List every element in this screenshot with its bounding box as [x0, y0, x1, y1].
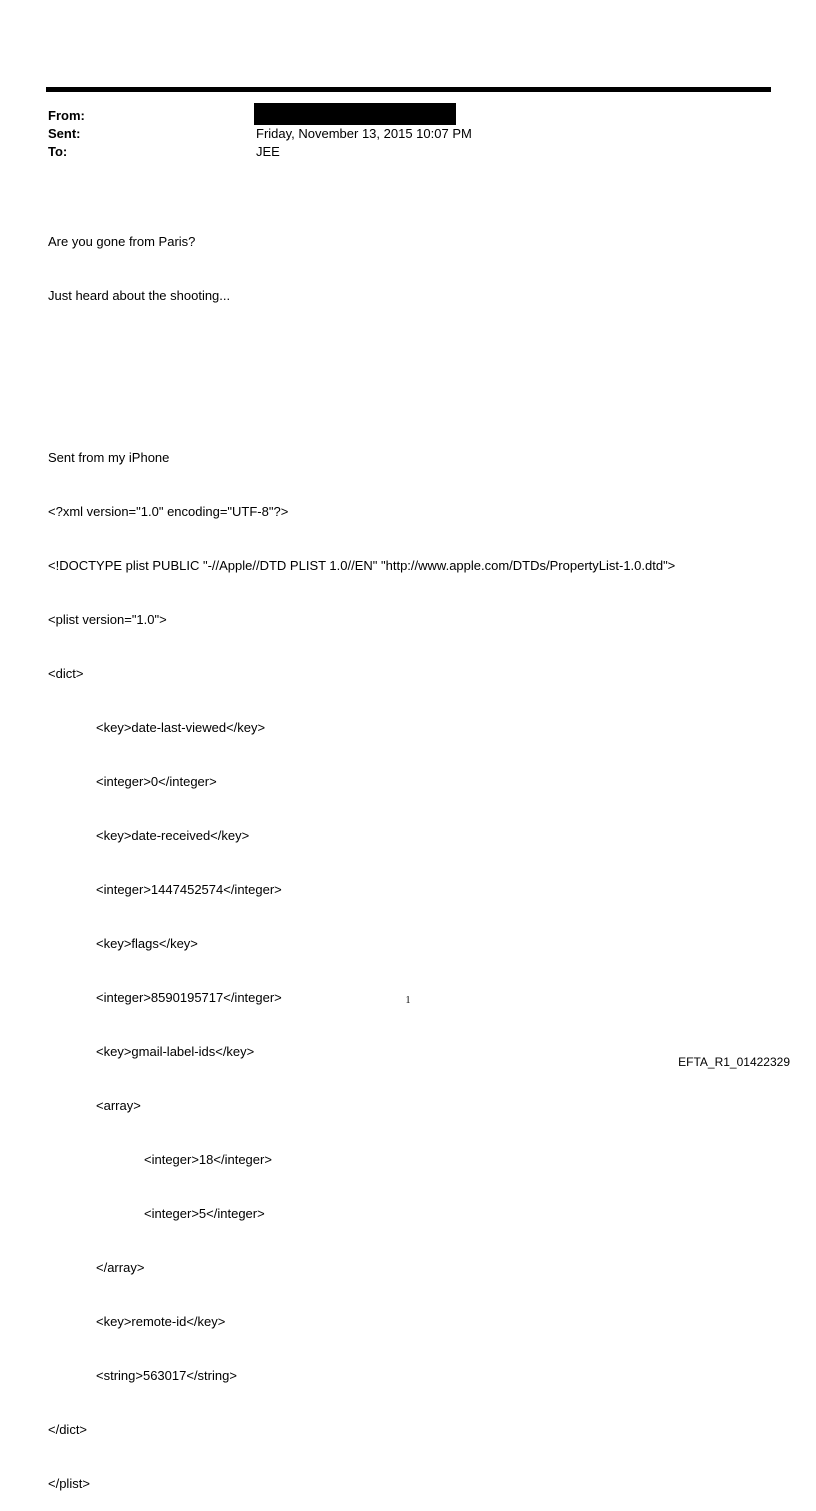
signature-line: Sent from my iPhone [48, 450, 170, 465]
plist-line: </plist> [48, 1476, 90, 1491]
plist-line: <key>gmail-label-ids</key> [96, 1044, 255, 1059]
plist-line: <array> [96, 1098, 141, 1113]
plist-line: <key>date-last-viewed</key> [96, 720, 266, 735]
email-body [48, 197, 788, 1511]
plist-line: <key>flags</key> [96, 936, 198, 951]
header-rule [46, 87, 771, 92]
plist-line: </dict> [48, 1422, 88, 1437]
plist-line: <key>remote-id</key> [96, 1314, 226, 1329]
plist-line: <?xml version="1.0" encoding="UTF-8"?> [48, 504, 289, 519]
plist-line: </array> [96, 1260, 145, 1275]
plist-line: <integer>1447452574</integer> [96, 882, 282, 897]
to-value: JEE [256, 144, 280, 159]
body-line: Just heard about the shooting... [48, 288, 231, 303]
blank-line [48, 395, 788, 413]
to-label: To: [48, 144, 68, 159]
plist-line: <key>date-received</key> [96, 828, 250, 843]
sent-label: Sent: [48, 126, 81, 141]
plist-line: <string>563017</string> [96, 1368, 237, 1383]
plist-line: <integer>0</integer> [96, 774, 217, 789]
plist-line: <dict> [48, 666, 84, 681]
plist-line: <!DOCTYPE plist PUBLIC "-//Apple//DTD PLIST 1.0//EN" "http://www.apple.com/DTDs/PropertyList-1.0.dtd"> [48, 558, 676, 573]
plist-line: <plist version="1.0"> [48, 612, 167, 627]
body-line: Are you gone from Paris? [48, 234, 196, 249]
sent-value: Friday, November 13, 2015 10:07 PM [256, 126, 472, 141]
plist-line: <integer>8590195717</integer> [96, 990, 282, 1005]
plist-line: <integer>5</integer> [144, 1206, 265, 1221]
blank-line [48, 341, 788, 359]
plist-line: <integer>18</integer> [144, 1152, 272, 1167]
redaction-block [254, 103, 456, 125]
bates-number: EFTA_R1_01422329 [678, 1055, 790, 1069]
page-number: 1 [405, 995, 411, 1006]
from-label: From: [48, 108, 85, 123]
